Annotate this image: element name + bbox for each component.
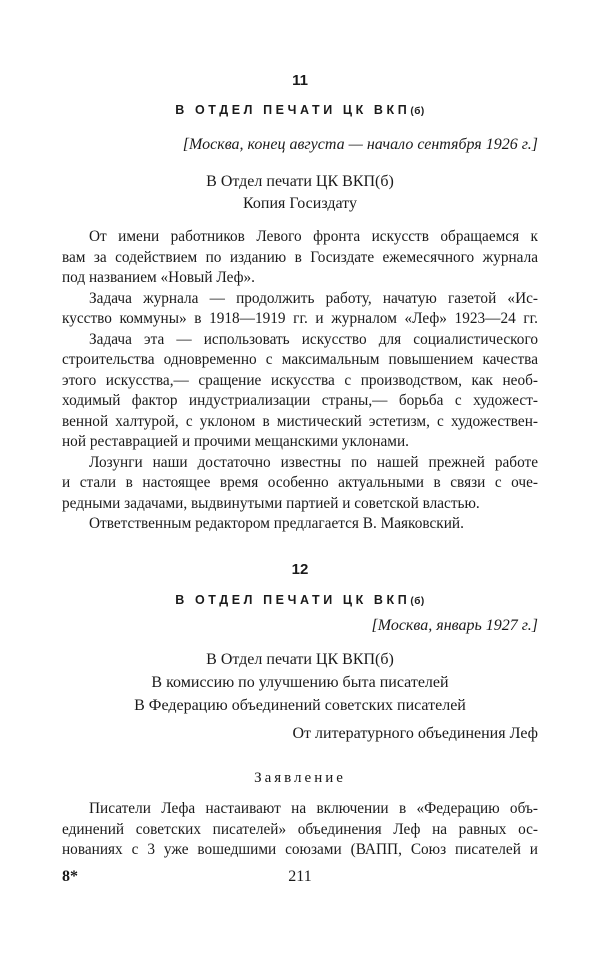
text-line: редными задачами, выдвинутыми партией и советской властью.: [62, 494, 480, 512]
text-line: нованиях с 3 уже вошедшими союзами (ВАПП, Союз писателей и: [62, 841, 538, 858]
signature-mark: 8*: [62, 868, 78, 885]
document-number-12: 12: [291, 561, 309, 578]
heading-text: В ОТДЕЛ ПЕЧАТИ ЦК ВКП: [175, 103, 411, 117]
dateline-12: [Москва, январь 1927 г.]: [371, 617, 538, 634]
text-line: Задача эта — использовать искусство для социалистического: [89, 330, 538, 348]
document-heading-11: [0, 103, 600, 117]
heading-suffix: (б): [410, 596, 425, 607]
dateline-11: [Москва, конец августа — начало сентября 1926 г.]: [182, 136, 538, 153]
text-line: венной халтурой, с уклоном в мистический эстетизм, с художествен-: [62, 412, 538, 430]
text-line: Лозунги наши достаточно известны по нашей прежней работе: [89, 453, 538, 471]
addressee-line: В комиссию по улучшению быта писателей: [151, 674, 449, 691]
addressee-line: В Отдел печати ЦК ВКП(б): [206, 173, 394, 190]
text-line: единений советских писателей» объединения Леф на равных ос-: [62, 820, 538, 838]
sender-line: От литературного объединения Леф: [292, 725, 538, 742]
body-text-12: [62, 799, 538, 861]
text-line: Ответственным редактором предлагается В. Маяковский.: [89, 515, 464, 532]
addressee-line: В Отдел печати ЦК ВКП(б): [206, 651, 394, 668]
text-line: Писатели Лефа настаивают на включении в «Федерацию объ-: [89, 800, 538, 817]
document-number-11: 11: [292, 72, 308, 89]
text-line: под названием «Новый Леф».: [62, 269, 255, 286]
text-line: ходимый фактор индустриализации страны,— борьба с художест-: [62, 392, 538, 409]
copy-recipient-line: Копия Госиздату: [243, 195, 357, 212]
heading-suffix: (б): [410, 106, 425, 117]
document-heading-12: [0, 593, 600, 607]
text-line: кусство коммуны» в 1918—1919 гг. и журналом «Леф» 1923—24 гг.: [62, 310, 538, 327]
text-line: От имени работников Левого фронта искусств обращаемся к: [89, 228, 538, 245]
text-line: вам за содействием по изданию в Госиздате ежемесячного журнала: [62, 248, 538, 266]
text-line: этого искусства,— сращение искусства с производством, как необ-: [62, 371, 538, 389]
addressee-line: В Федерацию объединений советских писателей: [134, 697, 466, 714]
body-text-11: [62, 227, 538, 535]
text-line: ной реставрацией и прочими мещанскими уклонами.: [62, 433, 409, 450]
heading-text: В ОТДЕЛ ПЕЧАТИ ЦК ВКП: [175, 593, 411, 607]
text-line: и стали в настоящее время особенно актуальными в связи с оче-: [62, 474, 538, 491]
page-number: 211: [288, 868, 312, 885]
text-line: Задача журнала — продолжить работу, начатую газетой «Ис-: [89, 289, 538, 307]
statement-title: Заявление: [254, 770, 346, 786]
text-line: строительства одновременно с максимальным повышением качества: [62, 351, 538, 368]
